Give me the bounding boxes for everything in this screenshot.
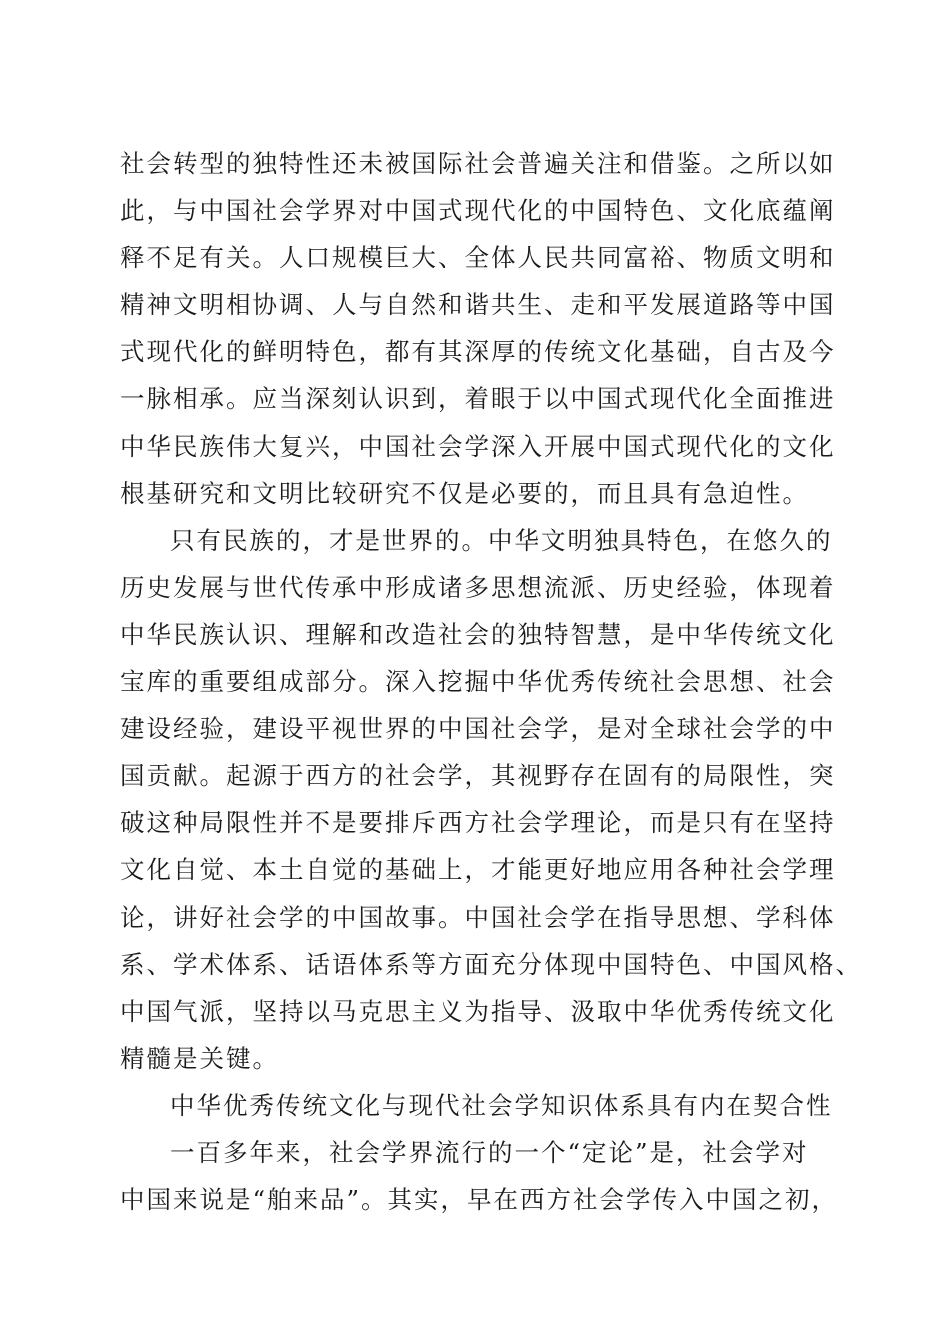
text-line: 建设经验，建设平视世界的中国社会学，是对全球社会学的中 — [120, 714, 836, 744]
text-line: 宝库的重要组成部分。深入挖掘中华优秀传统社会思想、社会 — [120, 667, 836, 697]
text-line: 精髓是关键。 — [120, 1043, 279, 1073]
text-line: 论，讲好社会学的中国故事。中国社会学在指导思想、学科体 — [120, 902, 836, 932]
text-line: 社会转型的独特性还未被国际社会普遍关注和借鉴。之所以如 — [120, 149, 836, 178]
body-text — [120, 140, 862, 1223]
text-line: 中国气派，坚持以马克思主义为指导、汲取中华优秀传统文化 — [120, 996, 836, 1026]
text-line: 精神文明相协调、人与自然和谐共生、走和平发展道路等中国 — [120, 290, 836, 320]
text-line: 中华民族认识、理解和改造社会的独特智慧，是中华传统文化 — [120, 619, 836, 649]
text-line: 一脉相承。应当深刻认识到，着眼于以中国式现代化全面推进 — [120, 384, 836, 414]
text-line: 系、学术体系、话语体系等方面充分体现中国特色、中国风格、 — [120, 949, 862, 979]
text-line: 破这种局限性并不是要排斥西方社会学理论，而是只有在坚持 — [120, 808, 836, 838]
text-line: 中国来说是“舶来品”。其实，早在西方社会学传入中国之初， — [120, 1185, 839, 1215]
text-line: 中华优秀传统文化与现代社会学知识体系具有内在契合性 — [170, 1090, 833, 1120]
text-line: 国贡献。起源于西方的社会学，其视野存在固有的局限性，突 — [120, 761, 836, 791]
text-line: 一百多年来，社会学界流行的一个“定论”是，社会学对 — [170, 1137, 809, 1167]
text-line: 文化自觉、本土自觉的基础上，才能更好地应用各种社会学理 — [120, 855, 836, 885]
text-line: 中华民族伟大复兴，中国社会学深入开展中国式现代化的文化 — [120, 431, 836, 461]
text-line: 式现代化的鲜明特色，都有其深厚的传统文化基础，自古及今 — [120, 337, 836, 367]
text-line: 此，与中国社会学界对中国式现代化的中国特色、文化底蕴阐 — [120, 196, 836, 226]
text-line: 根基研究和文明比较研究不仅是必要的，而且具有急迫性。 — [120, 478, 809, 508]
text-line: 释不足有关。人口规模巨大、全体人民共同富裕、物质文明和 — [120, 243, 836, 273]
text-line: 只有民族的，才是世界的。中华文明独具特色，在悠久的 — [170, 525, 833, 555]
text-line: 历史发展与世代传承中形成诸多思想流派、历史经验，体现着 — [120, 572, 836, 602]
